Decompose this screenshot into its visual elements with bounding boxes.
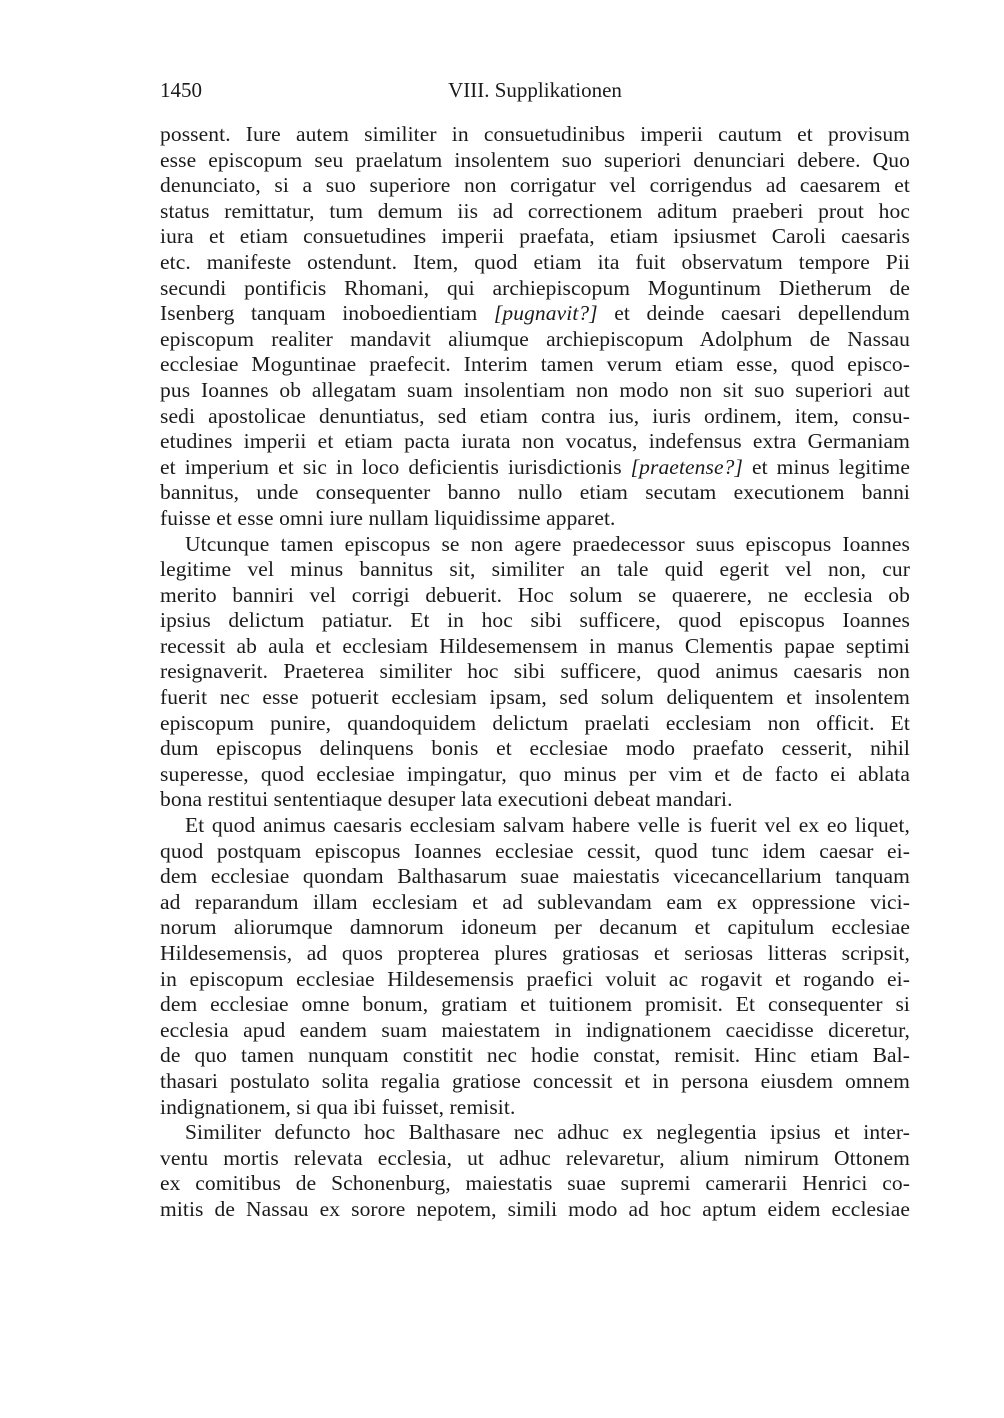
text-line: denunciato, si a suo superiore non corrigatur vel corrigendus ad caesarem et xyxy=(160,173,910,198)
text-fragment: et minus legitime xyxy=(751,454,910,479)
editorial-note: [praetense?] xyxy=(630,454,743,479)
text-line: etudines imperii et etiam pacta iurata non vocatus, indefensus extra Germaniam xyxy=(160,429,910,454)
text-line: sedi apostolicae denuntiatus, sed etiam contra ius, iuris ordinem, item, consu- xyxy=(160,403,910,428)
text-line: Hildesemensis, ad quos propterea plures gratiosas et seriosas litteras scripsit, xyxy=(160,941,910,965)
text-line: status remittatur, tum demum iis ad correctionem aditum praeberi prout hoc xyxy=(160,198,910,223)
text-line: Utcunque tamen episcopus se non agere praedecessor suus episcopus Ioannes xyxy=(185,531,910,556)
text-line: dem ecclesiae quondam Balthasarum suae maiestatis vicecancellarium tanquam xyxy=(160,864,910,889)
paragraph-2 xyxy=(160,532,910,814)
text-line: Similiter defuncto hoc Balthasare nec adhuc ex neglegentia ipsius et inter- xyxy=(185,1120,910,1145)
text-line: ex comitibus de Schonenburg, maiestatis suae supremi camerarii Henrici co- xyxy=(160,1171,910,1196)
text-line: thasari postulato solita regalia gratiose concessit et in persona eiusdem omnem xyxy=(160,1068,910,1093)
text-line: bona restitui sententiaque desuper lata executioni debeat mandari. xyxy=(160,787,733,812)
text-line: dem ecclesiae omne bonum, gratiam et tuitionem promisit. Et consequenter si xyxy=(160,992,910,1017)
editorial-note: [pugnavit?] xyxy=(493,301,598,326)
text-line: possent. Iure autem similiter in consuetudinibus imperii cautum et provisum xyxy=(160,122,910,146)
paragraph-3 xyxy=(160,813,910,1120)
text-line: secundi pontificis Rhomani, qui archiepiscopum Moguntinum Dietherum de xyxy=(160,275,910,300)
text-line: episcopum punire, quandoquidem delictum praelati ecclesiam non officit. Et xyxy=(160,710,910,735)
text-line: fuisse et esse omni iure nullam liquidissime apparet. xyxy=(160,505,616,530)
text-line: etc. manifeste ostendunt. Item, quod etiam ita fuit observatum tempore Pii xyxy=(160,249,910,274)
body-text xyxy=(160,122,910,1223)
text-line: legitime vel minus bannitus sit, similiter an tale quid egerit vel non, cur xyxy=(160,557,910,582)
text-line: ecclesiae Moguntinae praefecit. Interim tamen verum etiam esse, quod episco- xyxy=(160,352,910,377)
text-line: esse episcopum seu praelatum insolentem suo superiori denunciari debere. Quo xyxy=(160,147,910,172)
text-fragment: et deinde caesari depellendum xyxy=(614,301,910,326)
page-number: 1450 xyxy=(160,78,202,102)
text-line: ipsius delictum patiatur. Et in hoc sibi sufficere, quod episcopus Ioannes xyxy=(160,608,910,633)
text-line: recessit ab aula et ecclesiam Hildesemensem in manus Clementis papae septimi xyxy=(160,633,910,658)
text-fragment: et imperium et sic in loco deficientis iurisdictionis xyxy=(160,454,622,479)
text-line: in episcopum ecclesiae Hildesemensis praefici voluit ac rogavit et rogando ei- xyxy=(160,966,910,991)
text-line: episcopum realiter mandavit aliumque archiepiscopum Adolphum de Nassau xyxy=(160,326,910,351)
text-line: pus Ioannes ob allegatam suam insolentiam non modo non sit suo superiori aut xyxy=(160,377,910,402)
text-line: quod postquam episcopus Ioannes ecclesiae cessit, quod tunc idem caesar ei- xyxy=(160,838,910,863)
text-line: resignaverit. Praeterea similiter hoc sibi sufficere, quod animus caesaris non xyxy=(160,659,910,684)
text-line: ventu mortis relevata ecclesia, ut adhuc relevaretur, alium nimirum Ottonem xyxy=(160,1145,910,1170)
text-line: mitis de Nassau ex sorore nepotem, simili modo ad hoc aptum eidem ecclesiae xyxy=(160,1196,910,1221)
text-line: indignationem, si qua ibi fuisset, remisit. xyxy=(160,1094,516,1119)
text-line: ad reparandum illam ecclesiam et ad sublevandam eam ex oppressione vici- xyxy=(160,889,910,914)
text-line: ecclesia apud eandem suam maiestatem in indignationem caecidisse diceretur, xyxy=(160,1017,910,1042)
text-line xyxy=(160,455,910,481)
running-head xyxy=(160,78,910,108)
text-line: de quo tamen nunquam constitit nec hodie constat, remisit. Hinc etiam Bal- xyxy=(160,1043,910,1068)
page xyxy=(160,78,910,1223)
text-line: norum aliorumque damnorum idoneum per decanum et capitulum ecclesiae xyxy=(160,915,910,940)
text-line: Et quod animus caesaris ecclesiam salvam habere velle is fuerit vel ex eo liquet, xyxy=(185,813,910,838)
text-line: dum episcopus delinquens bonis et ecclesiae modo praefato cesserit, nihil xyxy=(160,736,910,761)
paragraph-4 xyxy=(160,1120,910,1222)
text-line: iura et etiam consuetudines imperii praefata, etiam ipsiusmet Caroli caesaris xyxy=(160,224,910,249)
paragraph-1 xyxy=(160,122,910,532)
text-line: merito banniri vel corrigi debuerit. Hoc solum se quaerere, ne ecclesia ob xyxy=(160,582,910,607)
chapter-title: VIII. Supplikationen xyxy=(448,78,622,102)
text-line: fuerit nec esse potuerit ecclesiam ipsam, sed solum deliquentem et insolentem xyxy=(160,685,910,710)
text-line: superesse, quod ecclesiae impingatur, quo minus per vim et de facto ei ablata xyxy=(160,761,910,786)
text-line: bannitus, unde consequenter banno nullo etiam secutam executionem banni xyxy=(160,480,910,505)
text-line xyxy=(160,301,910,327)
text-fragment: Isenberg tanquam inoboedientiam xyxy=(160,301,478,326)
